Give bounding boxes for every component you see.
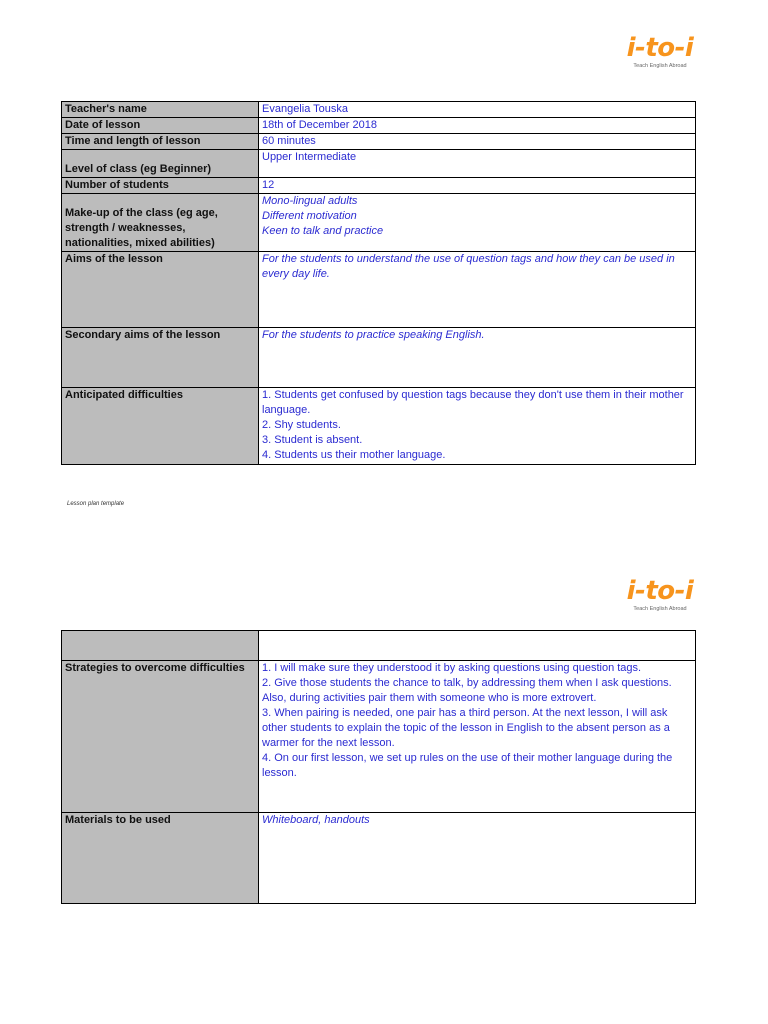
row-value: 12: [259, 178, 696, 194]
lesson-plan-table-1: [61, 101, 696, 465]
row-value: Evangelia Touska: [259, 102, 696, 118]
strategy-item: 1. I will make sure they understood it by asking questions using question tags.: [262, 662, 642, 674]
table-row: [62, 631, 696, 661]
table-row: [62, 178, 696, 194]
table-row: [62, 813, 696, 904]
row-value: [259, 388, 696, 465]
table-row: [62, 388, 696, 465]
difficulty-item: 1. Students get confused by question tags because they don't use them in their mother language.: [262, 389, 684, 416]
logo-mark: i-to-i: [626, 33, 694, 63]
row-label: Time and length of lesson: [62, 134, 259, 150]
table-row: [62, 328, 696, 388]
strategy-item: 4. On our first lesson, we set up rules on the use of their mother language during the lesson.: [262, 752, 673, 779]
table-row: [62, 118, 696, 134]
logo-tagline: Teach English Abroad: [633, 63, 687, 69]
class-makeup-line: Different motivation: [262, 210, 357, 222]
lesson-plan-table-2: [61, 630, 696, 904]
row-label: [62, 631, 259, 661]
row-value: [259, 661, 696, 813]
row-label: Teacher's name: [62, 102, 259, 118]
strategy-item: 3. When pairing is needed, one pair has a third person. At the next lesson, I will ask other students to explain the topic of the lesson in English to the absent person as a warmer for the next lesson.: [262, 707, 670, 749]
footer-note: Lesson plan template: [67, 501, 125, 507]
strategy-item: 2. Give those students the chance to talk, by addressing them when I ask questions. Also, during activities pair them with someone who is more extrovert.: [262, 677, 672, 704]
row-value: 60 minutes: [259, 134, 696, 150]
table-row: [62, 102, 696, 118]
row-label: Level of class (eg Beginner): [62, 150, 259, 178]
difficulty-item: 2. Shy students.: [262, 419, 341, 431]
difficulty-item: 3. Student is absent.: [262, 434, 363, 446]
row-label: Aims of the lesson: [62, 252, 259, 328]
row-value: For the students to practice speaking English.: [259, 328, 696, 388]
row-label: Anticipated difficulties: [62, 388, 259, 465]
row-label: Number of students: [62, 178, 259, 194]
row-value: For the students to understand the use of question tags and how they can be used in every day life.: [259, 252, 696, 328]
row-label: Secondary aims of the lesson: [62, 328, 259, 388]
ito-i-logo: [620, 577, 700, 613]
row-value: [259, 194, 696, 252]
class-makeup-line: Keen to talk and practice: [262, 225, 384, 237]
table-row: [62, 134, 696, 150]
table-row: [62, 661, 696, 813]
row-value: Whiteboard, handouts: [259, 813, 696, 904]
logo-mark: i-to-i: [626, 576, 694, 606]
logo-tagline: Teach English Abroad: [633, 606, 687, 612]
table-row: [62, 194, 696, 252]
row-label: Make-up of the class (eg age, strength / weaknesses, nationalities, mixed abilities): [62, 194, 259, 252]
table-row: [62, 150, 696, 178]
row-value: [259, 631, 696, 661]
row-value: 18th of December 2018: [259, 118, 696, 134]
row-value: Upper Intermediate: [259, 150, 696, 178]
ito-i-logo: [620, 34, 700, 70]
table-row: [62, 252, 696, 328]
row-label: Materials to be used: [62, 813, 259, 904]
row-label: Strategies to overcome difficulties: [62, 661, 259, 813]
difficulty-item: 4. Students us their mother language.: [262, 449, 446, 461]
row-label: Date of lesson: [62, 118, 259, 134]
class-makeup-line: Mono-lingual adults: [262, 195, 358, 207]
